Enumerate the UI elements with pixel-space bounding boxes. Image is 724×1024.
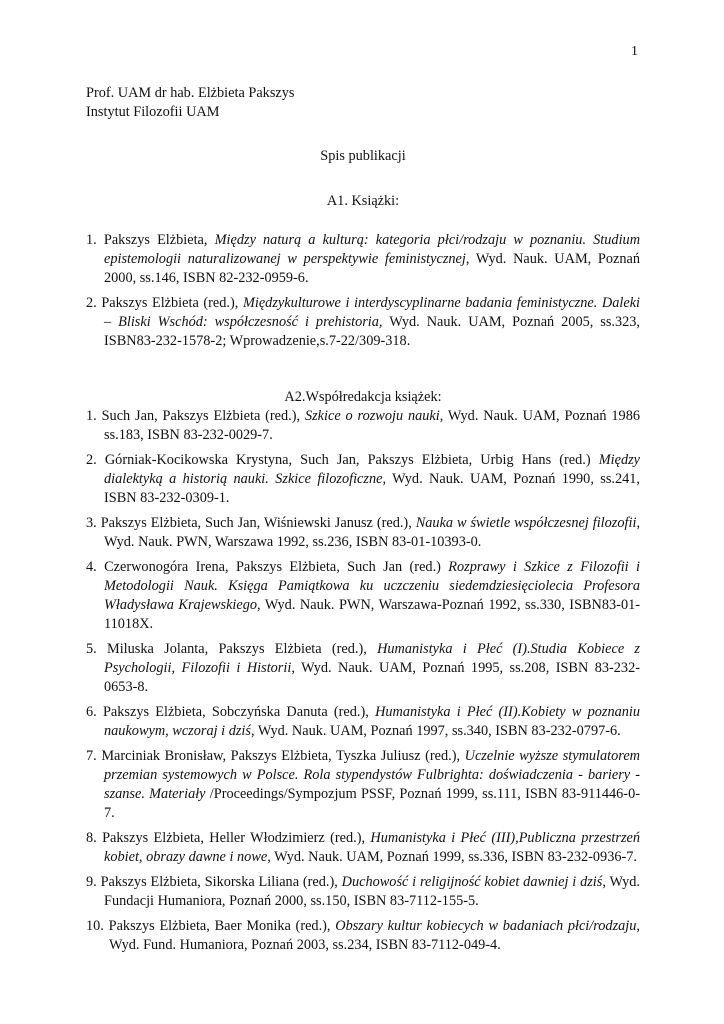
publication-entry <box>86 747 640 823</box>
entry-title: Uczelnie wyższe stymulatorem przemian systemowych w Polsce. Rola stypendystów Fulbrighta: doświadczenia - bariery - szanse. Materiały <box>104 748 641 802</box>
publication-entry <box>86 558 640 634</box>
entry-title: Nauka w świetle współczesnej filozofii <box>415 515 637 531</box>
entry-number: 10. <box>86 918 104 934</box>
publication-entry <box>86 873 640 911</box>
entry-details: , Wyd. Nauk. PWN, Warszawa-Poznań 1992, ss.330, ISBN83-01-11018X. <box>104 597 640 632</box>
entry-authors: Pakszys Elżbieta, Sobczyńska Danuta (red.), <box>102 704 369 720</box>
page-number: 1 <box>631 44 638 59</box>
entry-number: 1. <box>86 408 97 424</box>
entry-details: , Wyd. Nauk. UAM, Poznań 1997, ss.340, ISBN 83-232-0797-6. <box>250 723 621 739</box>
publication-entry <box>86 829 640 867</box>
entry-details: /Proceedings/Sympozjum PSSF, Poznań 1999, ss.111, ISBN 83-911446-0-7. <box>104 786 640 821</box>
entry-details: , Wyd. Nauk. UAM, Poznań 1990, ss.241, ISBN 83-232-0309-1. <box>104 471 640 506</box>
entry-title: Międzykulturowe i interdyscyplinarne badania feministyczne. Daleki – Bliski Wschód: współczesność i prehistoria, <box>104 295 641 330</box>
section-a1-list <box>86 231 640 351</box>
document-body <box>86 84 640 961</box>
entry-authors: Miluska Jolanta, Pakszys Elżbieta (red.), <box>107 641 367 657</box>
publication-entry <box>86 451 640 508</box>
entry-authors: Pakszys Elżbieta (red.), <box>101 295 239 311</box>
publication-entry <box>86 917 640 955</box>
entry-title: Obszary kultur kobiecych w badaniach płci/rodzaju <box>335 918 637 934</box>
publication-entry <box>86 231 640 288</box>
entry-number: 4. <box>86 559 97 575</box>
entry-authors: Pakszys Elżbieta, Baer Monika (red.), <box>108 918 331 934</box>
entry-title: Humanistyka i Płeć (I).Studia Kobiece z Psychologii, Filozofii i Historii <box>104 641 640 676</box>
document-title: Spis publikacji <box>320 148 406 164</box>
entry-authors: Czerwonogóra Irena, Pakszys Elżbieta, Such Jan (red.) <box>104 559 441 575</box>
entry-authors: Pakszys Elżbieta, Such Jan, Wiśniewski Janusz (red.), <box>100 515 412 531</box>
entry-number: 5. <box>86 641 97 657</box>
entry-details: Wyd. Nauk. UAM, Poznań 2005, ss.323, ISBN83-232-1578-2; Wprowadzenie,s.7-22/309-318. <box>104 314 640 349</box>
entry-title: Humanistyka i Płeć (III),Publiczna przestrzeń kobiet, obrazy dawne i nowe <box>104 830 641 865</box>
entry-number: 7. <box>86 748 97 764</box>
section-a2-heading: A2.Współredakcja książek: <box>284 389 442 405</box>
entry-authors: Marciniak Bronisław, Pakszys Elżbieta, Tyszka Juliusz (red.), <box>101 748 461 764</box>
entry-details: , Wyd. Nauk. PWN, Warszawa 1992, ss.236, ISBN 83-01-10393-0. <box>104 515 641 550</box>
entry-number: 1. <box>86 232 97 248</box>
entry-title: Humanistyka i Płeć (II).Kobiety w poznaniu naukowym, wczoraj i dziś <box>104 704 641 739</box>
entry-number: 3. <box>86 515 97 531</box>
entry-title: Rozprawy i Szkice z Filozofii i Metodologii Nauk. Księga Pamiątkowa ku uczczeniu siedemdziesięciolecia Profesora Władysława Krajewskiego <box>104 559 640 613</box>
section-a2-list <box>86 407 640 955</box>
entry-authors: Such Jan, Pakszys Elżbieta (red.), <box>101 408 301 424</box>
entry-number: 2. <box>86 295 97 311</box>
entry-authors: Górniak-Kocikowska Krystyna, Such Jan, Pakszys Elżbieta, Urbig Hans (red.) <box>104 452 591 468</box>
entry-title: Duchowość i religijność kobiet dawniej i dziś <box>341 874 603 890</box>
publication-entry <box>86 407 640 445</box>
publication-entry <box>86 514 640 552</box>
publication-entry <box>86 640 640 697</box>
entry-authors: Pakszys Elżbieta, Sikorska Liliana (red.), <box>100 874 338 890</box>
entry-details: , Wyd. Nauk. UAM, Poznań 1986 ss.183, ISBN 83-232-0029-7. <box>104 408 640 443</box>
institute-name: Instytut Filozofii UAM <box>86 104 220 120</box>
entry-number: 6. <box>86 704 97 720</box>
entry-number: 9. <box>86 874 97 890</box>
publication-entry <box>86 294 640 351</box>
entry-authors: Pakszys Elżbieta, <box>103 232 208 248</box>
entry-title: Szkice o rozwoju nauki <box>304 408 440 424</box>
author-name: Prof. UAM dr hab. Elżbieta Pakszys <box>86 85 295 101</box>
publication-entry <box>86 703 640 741</box>
entry-details: , Wyd. Nauk. UAM, Poznań 2000, ss.146, ISBN 82-232-0959-6. <box>104 251 640 286</box>
section-a1-heading: A1. Książki: <box>326 193 400 209</box>
entry-details: , Wyd. Nauk. UAM, Poznań 1999, ss.336, ISBN 83-232-0936-7. <box>267 849 637 865</box>
entry-details: , Wyd. Nauk. UAM, Poznań 1995, ss.208, ISBN 83-232-0653-8. <box>104 660 640 695</box>
entry-number: 8. <box>86 830 97 846</box>
entry-title: Między dialektyką a historią nauki. Szkice filozoficzne <box>104 452 641 487</box>
entry-title: Między naturą a kulturą: kategoria płci/rodzaju w poznaniu. Studium epistemologii naturalizowanej w perspektywie feministycznej <box>104 232 641 267</box>
entry-details: , Wyd. Fund. Humaniora, Poznań 2003, ss.234, ISBN 83-7112-049-4. <box>109 918 640 953</box>
entry-number: 2. <box>86 452 97 468</box>
entry-authors: Pakszys Elżbieta, Heller Włodzimierz (red.), <box>102 830 366 846</box>
entry-details: , Wyd. Fundacji Humaniora, Poznań 2000, ss.150, ISBN 83-7112-155-5. <box>104 874 640 909</box>
